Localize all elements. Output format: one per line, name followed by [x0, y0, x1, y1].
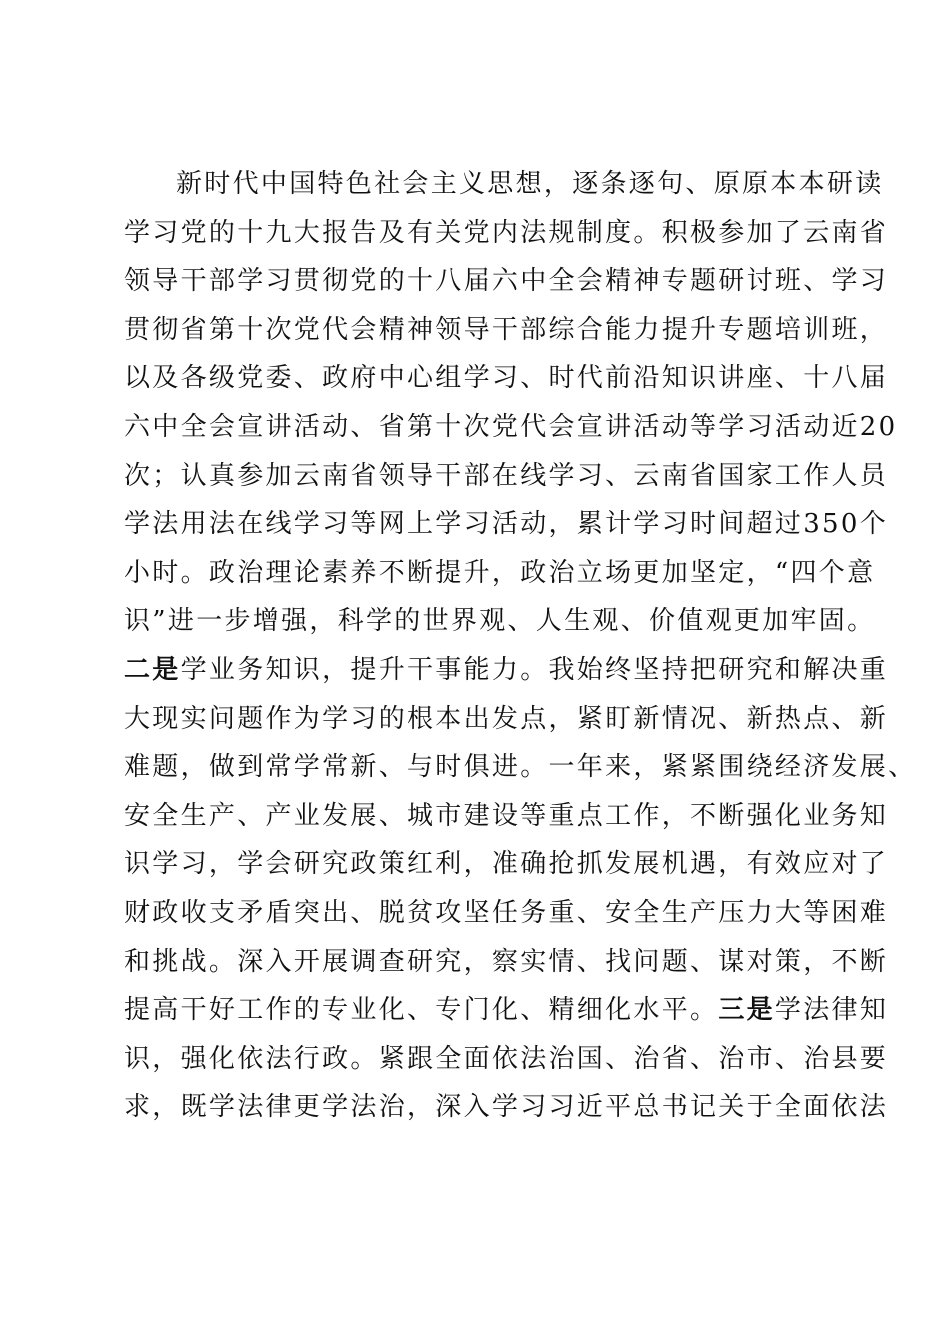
text-line: 识学习，学会研究政策红利，准确抢抓发展机遇，有效应对了 [124, 849, 889, 880]
text-line: 学法用法在线学习等网上学习活动，累计学习时间超过350个 [124, 509, 889, 540]
text-line: 以及各级党委、政府中心组学习、时代前沿知识讲座、十八届 [124, 363, 889, 394]
text-line: 六中全会宣讲活动、省第十次党代会宣讲活动等学习活动近20 [124, 411, 898, 442]
text-line: 次；认真参加云南省领导干部在线学习、云南省国家工作人员 [124, 460, 889, 491]
text-line: 小时。政治理论素养不断提升，政治立场更加坚定，“四个意 [124, 557, 876, 588]
text-line: 识”进一步增强，科学的世界观、人生观、价值观更加牢固。 [124, 606, 876, 637]
text-line: 难题，做到常学常新、与时俱进。一年来，紧紧围绕经济发展、 [124, 752, 917, 783]
text-line [124, 646, 889, 695]
bold-marker: 二是 [124, 654, 181, 685]
text-line: 财政收支矛盾突出、脱贫攻坚任务重、安全生产压力大等困难 [124, 897, 889, 928]
text-segment: 学法律知 [774, 995, 889, 1026]
text-line: 求，既学法律更学法治，深入学习习近平总书记关于全面依法 [124, 1092, 889, 1123]
text-line: 领导干部学习贯彻党的十八届六中全会精神专题研讨班、学习 [124, 266, 889, 297]
text-line: 贯彻省第十次党代会精神领导干部综合能力提升专题培训班， [124, 314, 889, 345]
text-line: 新时代中国特色社会主义思想，逐条逐句、原原本本研读 [176, 169, 884, 199]
text-line: 大现实问题作为学习的根本出发点，紧盯新情况、新热点、新 [124, 703, 889, 734]
text-line: 和挑战。深入开展调查研究，察实情、找问题、谋对策，不断 [124, 946, 889, 977]
body-text [124, 160, 917, 1132]
text-line: 学习党的十九大报告及有关党内法规制度。积极参加了云南省 [124, 217, 889, 248]
text-segment: 提高干好工作的专业化、专门化、精细化水平。 [124, 995, 719, 1026]
text-line: 安全生产、产业发展、城市建设等重点工作，不断强化业务知 [124, 800, 889, 831]
bold-marker: 三是 [718, 995, 775, 1026]
text-line: 识，强化依法行政。紧跟全面依法治国、治省、治市、治县要 [124, 1043, 889, 1074]
text-segment: 学业务知识，提升干事能力。我始终坚持把研究和解决重 [180, 654, 889, 685]
text-line [124, 986, 889, 1035]
